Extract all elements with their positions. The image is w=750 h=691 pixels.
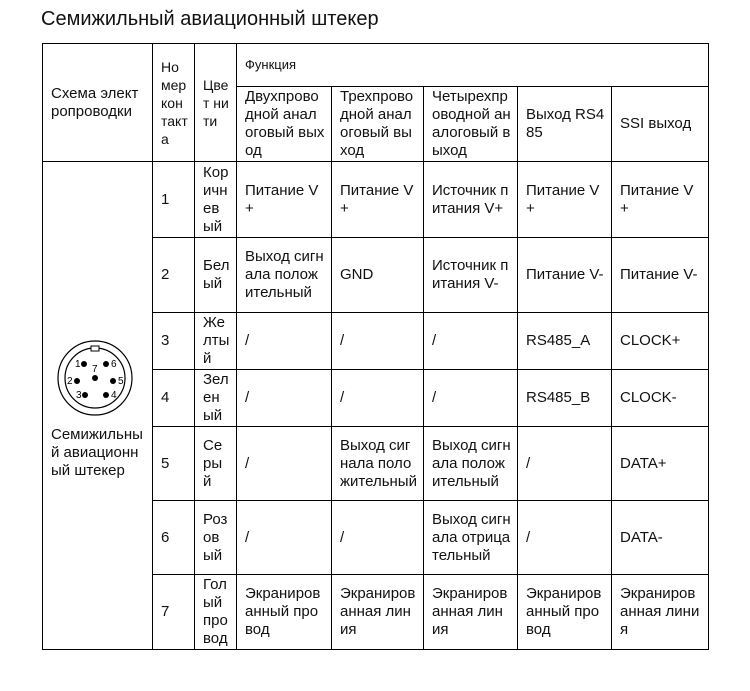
pin-5-label: 5 xyxy=(118,375,124,387)
cell-four-wire: Источник питания V- xyxy=(424,238,518,313)
header-row xyxy=(43,44,709,87)
cell-two-wire: / xyxy=(237,370,332,427)
cell-four-wire: Выход сигнала отрицательный xyxy=(424,501,518,575)
cell-two-wire: Выход сигнала положительный xyxy=(237,238,332,313)
cell-three-wire: / xyxy=(332,313,424,370)
wire-color: Зеленый xyxy=(195,370,237,427)
pin-number: 2 xyxy=(153,238,195,313)
cell-ssi: Экранированная линия xyxy=(612,575,709,650)
cell-rs485: Питание V- xyxy=(518,238,612,313)
cell-rs485: / xyxy=(518,427,612,501)
cell-four-wire: Источник питания V+ xyxy=(424,162,518,238)
pin-1-dot xyxy=(81,361,87,367)
pin-7-dot xyxy=(92,375,98,381)
cell-four-wire: Выход сигнала положительный xyxy=(424,427,518,501)
cell-rs485: / xyxy=(518,501,612,575)
pin-6-label: 6 xyxy=(111,358,117,370)
cell-three-wire: / xyxy=(332,501,424,575)
wire-color: Серый xyxy=(195,427,237,501)
cell-rs485: Питание V+ xyxy=(518,162,612,238)
wire-color: Желтый xyxy=(195,313,237,370)
cell-four-wire: Экранированная линия xyxy=(424,575,518,650)
header-pin-number: Номер контакта xyxy=(153,44,195,162)
cell-rs485: Экранированный провод xyxy=(518,575,612,650)
header-function: Функция xyxy=(237,44,709,87)
cell-three-wire: Экранированная линия xyxy=(332,575,424,650)
pin-4-dot xyxy=(103,392,109,398)
cell-three-wire: Питание V+ xyxy=(332,162,424,238)
cell-ssi: CLOCK- xyxy=(612,370,709,427)
pin-3-label: 3 xyxy=(76,389,82,401)
cell-three-wire: Выход сигнала положительный xyxy=(332,427,424,501)
cell-ssi: Питание V+ xyxy=(612,162,709,238)
cell-two-wire: Питание V+ xyxy=(237,162,332,238)
pinout-table xyxy=(42,43,709,650)
cell-ssi: DATA+ xyxy=(612,427,709,501)
pin-4-label: 4 xyxy=(111,389,117,401)
connector-diagram xyxy=(55,338,135,418)
pin-number: 4 xyxy=(153,370,195,427)
pin-5-dot xyxy=(110,378,116,384)
pin-number: 5 xyxy=(153,427,195,501)
pin-2-dot xyxy=(74,378,80,384)
header-four-wire-analog: Четырехпроводной аналоговый выход xyxy=(424,87,518,162)
header-ssi-output: SSI выход xyxy=(612,87,709,162)
cell-ssi: DATA- xyxy=(612,501,709,575)
connector-key-notch xyxy=(91,346,99,351)
wire-color: Голый провод xyxy=(195,575,237,650)
scheme-cell xyxy=(43,162,153,650)
cell-three-wire: GND xyxy=(332,238,424,313)
wire-color: Розовый xyxy=(195,501,237,575)
pin-3-dot xyxy=(82,392,88,398)
cell-two-wire: / xyxy=(237,501,332,575)
header-rs485-output: Выход RS485 xyxy=(518,87,612,162)
cell-ssi: Питание V- xyxy=(612,238,709,313)
header-scheme: Схема электропроводки xyxy=(43,44,153,162)
cell-rs485: RS485_A xyxy=(518,313,612,370)
cell-four-wire: / xyxy=(424,313,518,370)
pin-1-label: 1 xyxy=(75,358,81,370)
pin-2-label: 2 xyxy=(67,375,73,387)
header-color: Цвет нити xyxy=(195,44,237,162)
pin-number: 6 xyxy=(153,501,195,575)
page-title: Семижильный авиационный штекер xyxy=(41,8,379,30)
cell-rs485: RS485_B xyxy=(518,370,612,427)
cell-ssi: CLOCK+ xyxy=(612,313,709,370)
pin-6-dot xyxy=(103,361,109,367)
pin-number: 3 xyxy=(153,313,195,370)
header-two-wire-analog: Двухпроводной аналоговый выход xyxy=(237,87,332,162)
pin-7-label: 7 xyxy=(92,363,98,375)
cell-two-wire: / xyxy=(237,313,332,370)
cell-four-wire: / xyxy=(424,370,518,427)
wire-color: Белый xyxy=(195,238,237,313)
cell-two-wire: / xyxy=(237,427,332,501)
connector-label: Семижильный авиационный штекер xyxy=(51,425,143,479)
pin-number: 1 xyxy=(153,162,195,238)
cell-three-wire: / xyxy=(332,370,424,427)
cell-two-wire: Экранированный провод xyxy=(237,575,332,650)
pin-number: 7 xyxy=(153,575,195,650)
table-row xyxy=(43,162,709,238)
header-three-wire-analog: Трехпроводной аналоговый выход xyxy=(332,87,424,162)
wire-color: Коричневый xyxy=(195,162,237,238)
